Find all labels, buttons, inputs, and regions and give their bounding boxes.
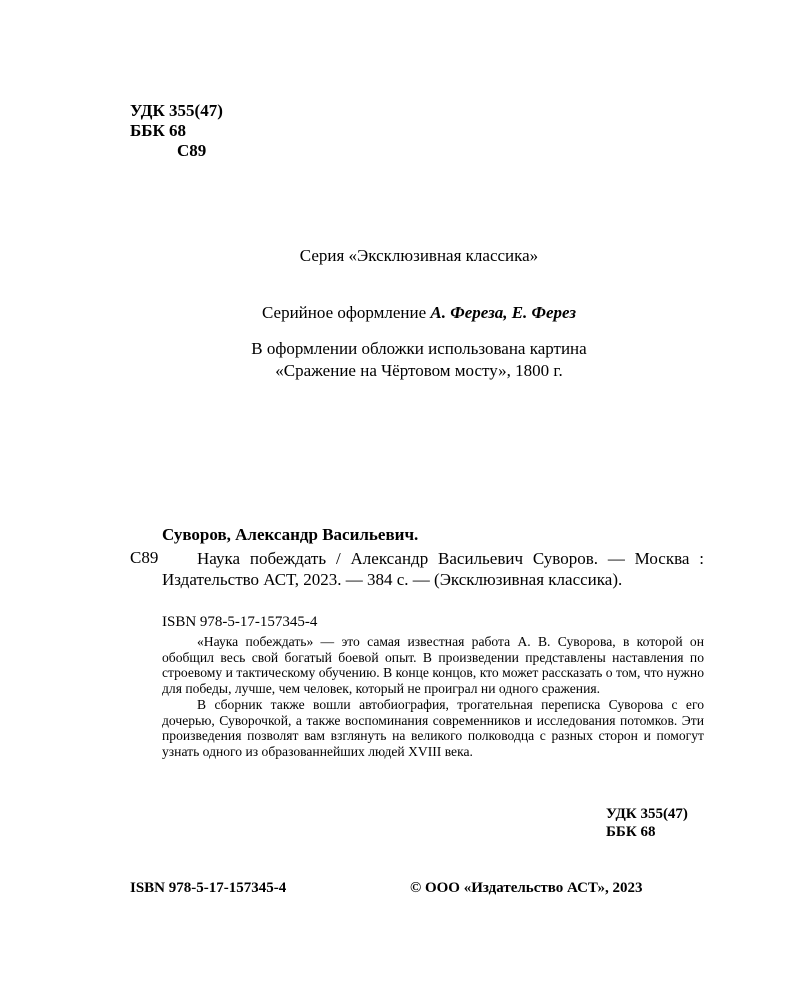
catalog-description <box>162 548 704 590</box>
description-text: Наука побеждать / Александр Васильевич Суворов. — Москва : Издательство АСТ, 2023. — 384 с. — (Эксклюзивная классика). <box>162 549 704 589</box>
bbk-code: ББК 68 <box>130 121 187 140</box>
cover-credit <box>0 338 800 382</box>
design-label: Серийное оформление <box>261 303 431 322</box>
series-design-credit <box>0 303 800 323</box>
cover-line-2: «Сражение на Чёртовом мосту», 1800 г. <box>275 361 563 380</box>
classification-codes <box>130 101 223 161</box>
catalog-udk: УДК 355(47) <box>606 806 688 822</box>
catalog-author: Суворов, Александр Васильевич. <box>162 525 419 544</box>
annotation-paragraph-1: «Наука побеждать» — это самая известная работа А. В. Суворова, в которой он обобщил весь свой богатый боевой опыт. В произведении представлены наставления по строевому и тактическому обучению. В конце концов, кто может рассказать о том, что нужно для победы, лучше, чем человек, который не проиграл ни одного сражения. <box>162 634 704 697</box>
design-authors: А. Фереза, Е. Ферез <box>430 303 577 322</box>
catalog-code: С89 <box>130 548 159 567</box>
cover-line-1: В оформлении обложки использована картина <box>251 339 587 358</box>
footer-isbn: ISBN 978-5-17-157345-4 <box>130 880 287 896</box>
copyright-notice: © ООО «Издательство АСТ», 2023 <box>410 880 643 896</box>
annotation <box>162 634 704 760</box>
catalog-codes <box>606 805 688 841</box>
author-sign: С89 <box>177 141 207 160</box>
catalog-bbk: ББК 68 <box>606 824 656 840</box>
annotation-paragraph-2: В сборник также вошли автобиография, трогательная переписка Суворова с его дочерью, Суворочкой, а также воспоминания современников и исследования потомков. Эти произведения позволят вам взглянуть на великого полководца с разных сторон и помогут узнать одного из образованнейших людей XVIII века. <box>162 696 704 759</box>
catalog-isbn: ISBN 978-5-17-157345-4 <box>162 614 318 630</box>
udk-code: УДК 355(47) <box>130 101 223 120</box>
series-title: Серия «Эксклюзивная классика» <box>299 246 539 265</box>
